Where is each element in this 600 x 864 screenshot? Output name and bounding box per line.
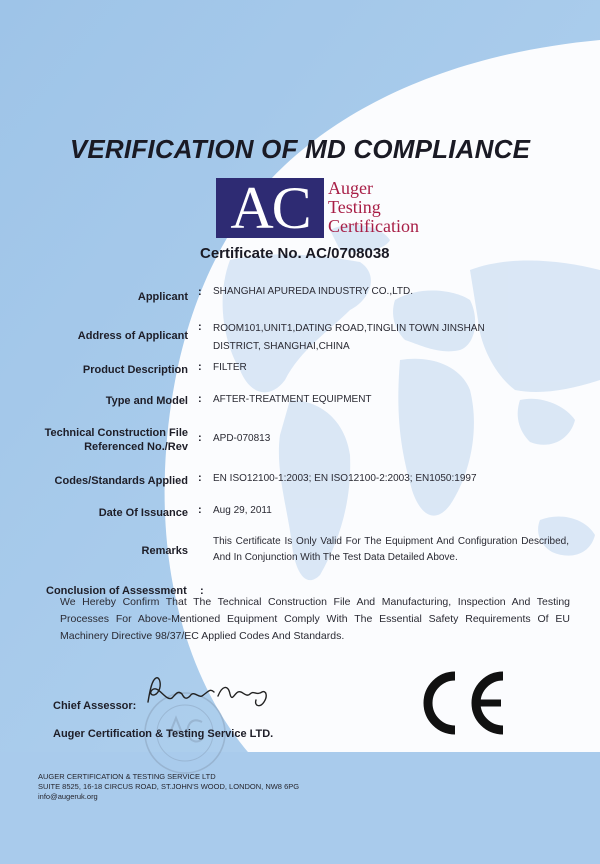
logo-line-2: Testing bbox=[328, 197, 381, 217]
field-label: Type and Model bbox=[105, 395, 188, 407]
field-value: EN ISO12100-1:2003; EN ISO12100-2:2003; EN1050:1997 bbox=[213, 473, 477, 484]
field-colon: : bbox=[198, 321, 202, 333]
field-label: Remarks bbox=[141, 545, 188, 557]
field-colon: : bbox=[198, 286, 202, 298]
assessor-signature bbox=[138, 672, 278, 720]
field-colon: : bbox=[198, 432, 202, 444]
auger-logo bbox=[216, 175, 456, 241]
field-colon: : bbox=[198, 393, 202, 405]
field-value: APD-070813 bbox=[213, 433, 271, 444]
logo-letters: AC bbox=[230, 175, 310, 241]
footer-address bbox=[38, 772, 299, 802]
logo-line-3: Certification bbox=[328, 216, 419, 236]
field-value: AFTER-TREATMENT EQUIPMENT bbox=[213, 394, 372, 405]
logo-mark bbox=[216, 175, 324, 241]
certificate-title: VERIFICATION OF MD COMPLIANCE bbox=[69, 134, 531, 164]
issuing-company: Auger Certification & Testing Service LTD. bbox=[53, 728, 274, 740]
field-label: Product Description bbox=[82, 364, 188, 376]
conclusion-heading: Conclusion of Assessment bbox=[46, 585, 187, 597]
footer-street: SUITE 8525, 16-18 CIRCUS ROAD, ST.JOHN'S WOOD, LONDON, NW8 6PG bbox=[38, 782, 300, 791]
field-value: SHANGHAI APUREDA INDUSTRY CO.,LTD. bbox=[213, 286, 414, 297]
field-label: Address of Applicant bbox=[77, 330, 188, 342]
field-label: Date Of Issuance bbox=[98, 507, 188, 519]
footer-company: AUGER CERTIFICATION & TESTING SERVICE LTD bbox=[38, 772, 216, 781]
field-colon: : bbox=[198, 504, 202, 516]
conclusion-text: We Hereby Confirm That The Technical Construction File And Manufacturing, Inspection And Testing Processes For Above-Mentioned Equipment Comply With The Essential Safety Requirements Of EU Machinery Directive 98/37/EC Applied Codes And Standards. bbox=[60, 596, 570, 642]
footer-email: info@augeruk.org bbox=[38, 792, 98, 801]
certificate-number: Certificate No. AC/0708038 bbox=[200, 245, 390, 262]
field-value: ROOM101,UNIT1,DATING ROAD,TINGLIN TOWN JINSHAN DISTRICT, SHANGHAI,CHINA bbox=[213, 323, 485, 352]
field-label: Applicant bbox=[137, 291, 188, 303]
logo-line-1: Auger bbox=[328, 178, 373, 198]
assessor-label: Chief Assessor: bbox=[53, 700, 137, 712]
field-label: Technical Construction File Referenced No./Rev bbox=[44, 427, 188, 453]
field-value: FILTER bbox=[213, 362, 247, 373]
field-label: Codes/Standards Applied bbox=[54, 475, 188, 487]
field-value: Aug 29, 2011 bbox=[213, 505, 272, 516]
ce-mark bbox=[413, 668, 509, 738]
field-colon: : bbox=[198, 472, 202, 484]
field-colon: : bbox=[198, 361, 202, 373]
field-value: This Certificate Is Only Valid For The Equipment And Configuration Described, And In Conjunction With The Test Data Detailed Above. bbox=[213, 536, 569, 563]
conclusion-colon: : bbox=[200, 585, 204, 597]
